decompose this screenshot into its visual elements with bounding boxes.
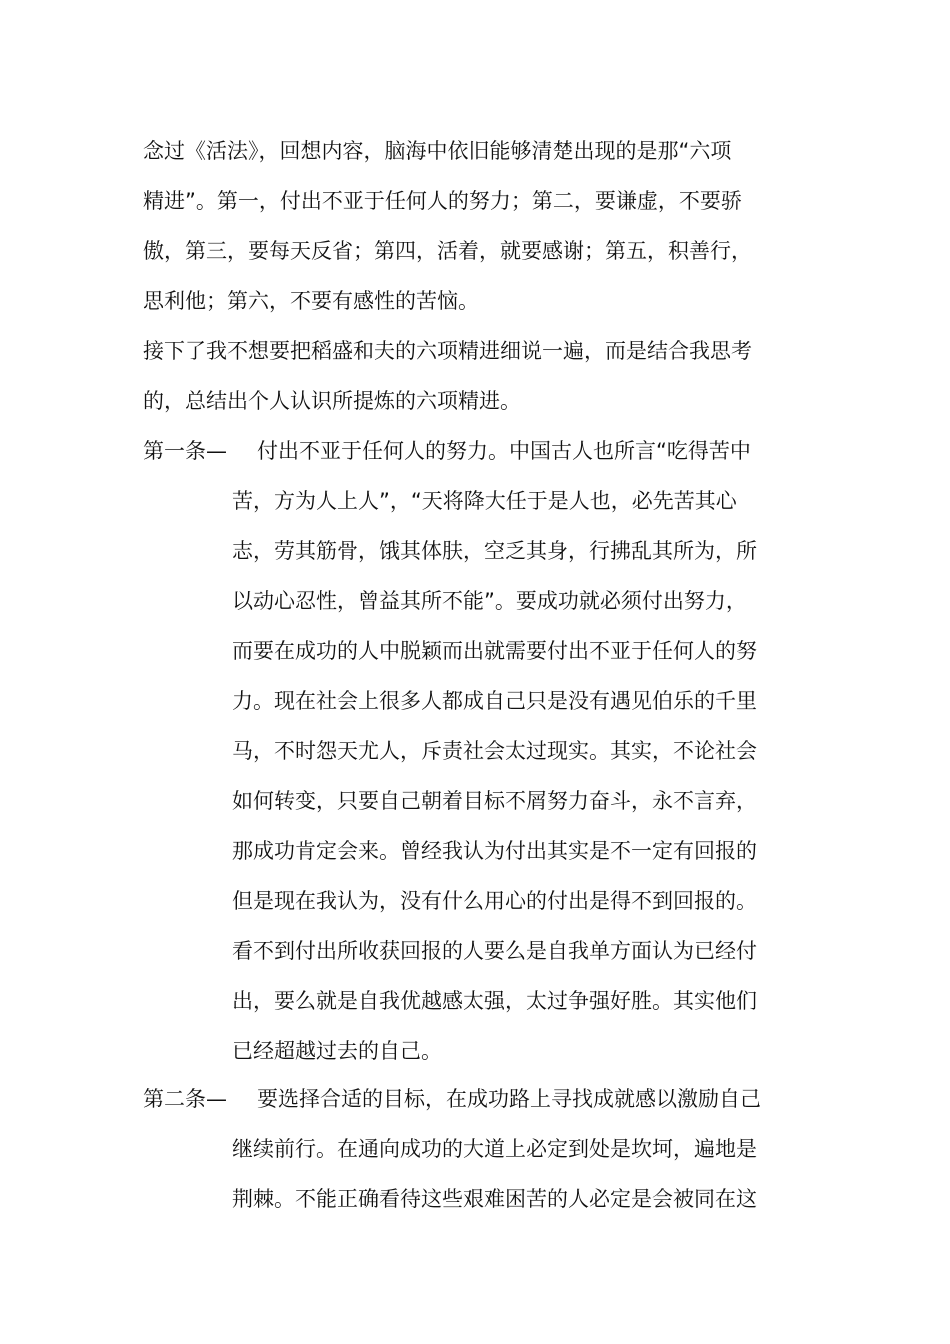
article-2-line-3: 荆棘。不能正确看待这些艰难困苦的人必定是会被同在这 xyxy=(232,1187,757,1211)
intro-line-3: 傲，第三，要每天反省；第四，活着，就要感谢；第五，积善行， xyxy=(143,239,752,263)
article-1-line-10: 但是现在我认为，没有什么用心的付出是得不到回报的。 xyxy=(232,889,757,913)
article-1-line-12: 出，要么就是自我优越感太强，太过争强好胜。其实他们 xyxy=(232,989,757,1013)
article-1-line-5: 而要在成功的人中脱颖而出就需要付出不亚于任何人的努 xyxy=(232,639,757,663)
article-1-line-4: 以动心忍性，曾益其所不能”。要成功就必须付出努力， xyxy=(232,589,747,613)
article-1-line-2: 苦，方为人上人”，“天将降大任于是人也，必先苦其心 xyxy=(232,489,737,513)
article-1-line-6: 力。现在社会上很多人都成自己只是没有遇见伯乐的千里 xyxy=(232,689,757,713)
article-1-line-1: 付出不亚于任何人的努力。中国古人也所言“吃得苦中 xyxy=(257,439,751,463)
article-1-line-9: 那成功肯定会来。曾经我认为付出其实是不一定有回报的 xyxy=(232,839,757,863)
article-1-line-13: 已经超越过去的自己。 xyxy=(232,1039,442,1063)
intro-line-2: 精进”。第一，付出不亚于任何人的努力；第二，要谦虚，不要骄 xyxy=(143,189,742,213)
article-1-line-8: 如何转变，只要自己朝着目标不屑努力奋斗，永不言弃， xyxy=(232,789,757,813)
article-1-line-3: 志，劳其筋骨，饿其体肤，空乏其身，行拂乱其所为，所 xyxy=(232,539,757,563)
article-2-line-2: 继续前行。在通向成功的大道上必定到处是坎坷，遍地是 xyxy=(232,1137,757,1161)
article-2-label: 第二条— xyxy=(143,1087,227,1111)
article-1-line-7: 马，不时怨天尤人，斥责社会太过现实。其实，不论社会 xyxy=(232,739,757,763)
article-1-label: 第一条— xyxy=(143,439,227,463)
intro-line-1: 念过《活法》，回想内容，脑海中依旧能够清楚出现的是那“六项 xyxy=(143,139,732,163)
article-1-line-11: 看不到付出所收获回报的人要么是自我单方面认为已经付 xyxy=(232,939,757,963)
article-2-line-1: 要选择合适的目标，在成功路上寻找成就感以激励自己 xyxy=(257,1087,761,1111)
transition-line-2: 的，总结出个人认识所提炼的六项精进。 xyxy=(143,389,521,413)
intro-line-4: 思利他；第六，不要有感性的苦恼。 xyxy=(143,289,479,313)
transition-line-1: 接下了我不想要把稻盛和夫的六项精进细说一遍，而是结合我思考 xyxy=(143,339,752,363)
